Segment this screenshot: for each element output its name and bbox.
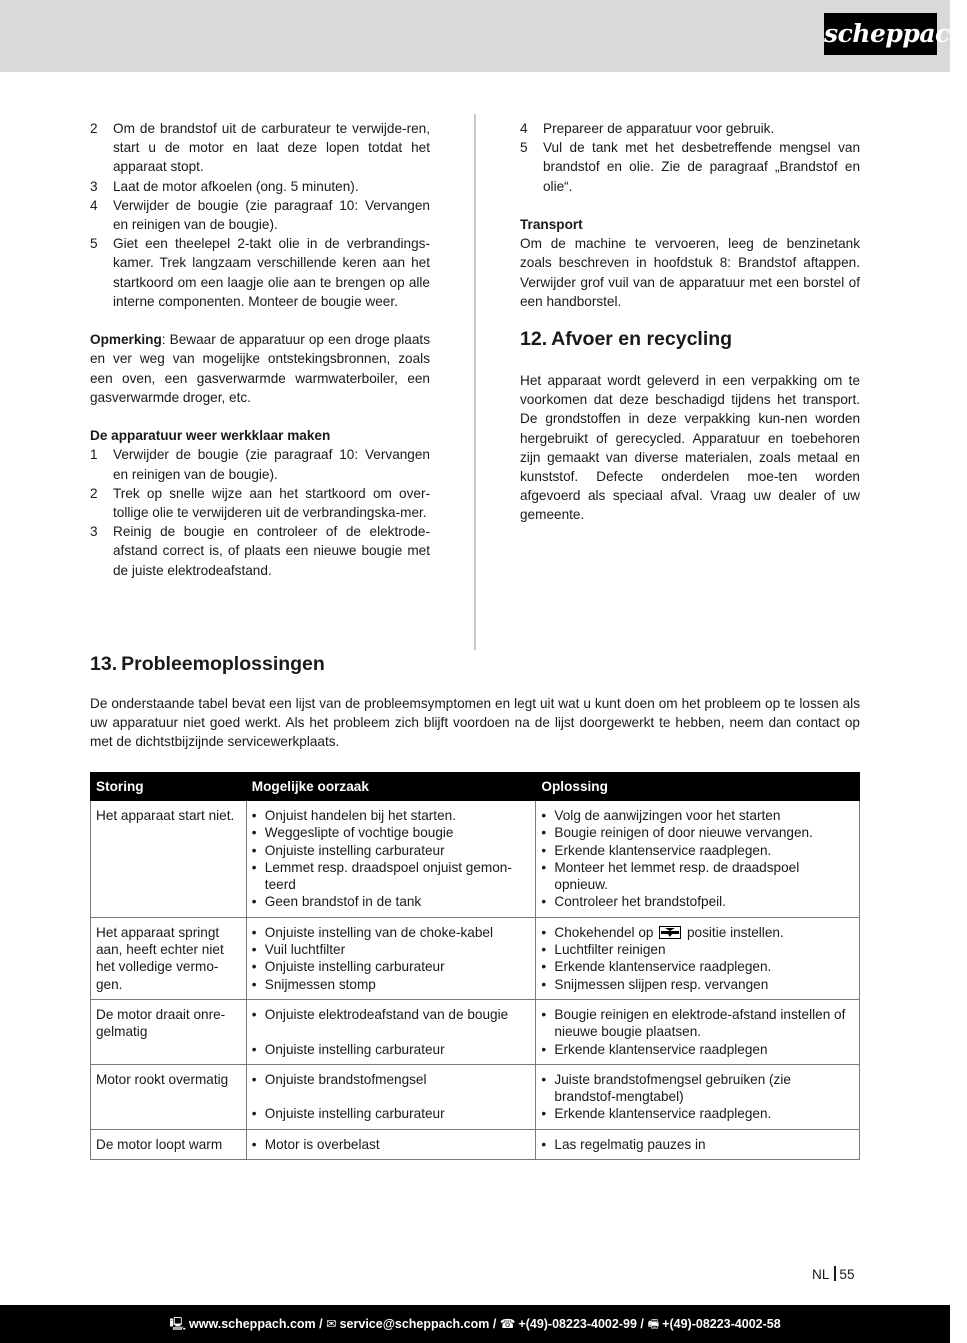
section-13-intro: De onderstaande tabel bevat een lijst van de probleemsymptomen en legt uit wat u kunt doen om het probleem op te lossen als uw apparatuur niet goed werkt. Als het probleem zich blijft voordoen na de lijst doorgewerkt te hebben, neem dan contact op met de dichtstbijzijnde servicewerkplaats.: [90, 696, 860, 750]
page-header: [0, 0, 967, 72]
column-header: Storing: [91, 773, 247, 801]
website-link[interactable]: www.scheppach.com: [189, 1317, 316, 1331]
table-row: [91, 1064, 860, 1129]
transport-heading: Transport: [520, 217, 583, 232]
storing-cell: Motor rookt overmatig: [91, 1064, 247, 1129]
oplossing-cell: [536, 917, 860, 999]
list-item: 4 Prepareer de apparatuur voor gebruik.: [520, 121, 775, 136]
table-row: [91, 801, 860, 918]
list-item: 5 Giet een theelepel 2-takt olie in de verbrandings-kamer. Trek langzaam verschillende keren aan het startkoord om een laagje olie aan te brengen op alle interne componenten. Monteer de bougie weer.: [90, 236, 430, 309]
list-item: 4 Verwijder de bougie (zie paragraaf 10: Vervangen en reinigen van de bougie).: [90, 197, 430, 233]
ready-heading: De apparatuur weer werkklaar maken: [90, 428, 331, 444]
table-header-row: [91, 773, 860, 801]
list-item: • Erkende klantenservice raadplegen: [541, 1041, 768, 1057]
phone-icon: ☎: [499, 1317, 516, 1331]
table-row: [91, 1129, 860, 1159]
list-item: • Onjuiste elektrodeafstand van de bougie: [251, 1006, 509, 1022]
list-item: 2 Trek op snelle wijze aan het startkoord om over-tollige olie te verwijderen uit de verbrandingska-mer.: [90, 485, 430, 521]
list-item: • Onjuiste instelling van de choke-kabel: [251, 924, 494, 940]
list-item: • Motor is overbelast: [251, 1136, 380, 1152]
oorzaak-cell: [246, 801, 536, 918]
page-footer: 🖳 www.scheppach.com / ✉ service@scheppach.com / ☎ +(49)-08223-4002-99 / 🖷 +(49)-08223-4002-58: [0, 1305, 950, 1343]
list-item: 3 Reinig de bougie en controleer of de elektrode-afstand correct is, of plaats een nieuwe bougie met de juiste elektrodeafstand.: [90, 524, 430, 578]
list-item: • Monteer het lemmet resp. de draadspoel opnieuw.: [541, 859, 800, 893]
separator-bar: [834, 1266, 836, 1281]
storing-cell: De motor draait onre-gelmatig: [91, 999, 247, 1064]
email-link[interactable]: service@scheppach.com: [339, 1317, 490, 1331]
list-item: • Erkende klantenservice raadplegen.: [541, 1106, 772, 1122]
list-item: • Juiste brandstofmengsel gebruiken (zie brandstof-mengtabel): [541, 1071, 791, 1105]
list-item: • Onjuist handelen bij het starten.: [251, 808, 456, 823]
column-header: Mogelijke oorzaak: [246, 773, 536, 801]
oplossing-cell: [536, 801, 860, 918]
page-number: NL 55: [812, 1267, 855, 1282]
list-item: • Snijmessen stomp: [251, 976, 376, 992]
mail-icon: ✉: [326, 1317, 337, 1331]
oorzaak-cell: [246, 1064, 536, 1129]
storing-cell: De motor loopt warm: [91, 1129, 247, 1159]
fax-number: +(49)-08223-4002-58: [662, 1317, 781, 1331]
list-item: • Onjuiste instelling carburateur: [251, 842, 445, 858]
oplossing-cell: [536, 1129, 860, 1159]
list-item: • Vuil luchtfilter: [251, 942, 346, 958]
list-item: 3 Laat de motor afkoelen (ong. 5 minuten).: [90, 178, 359, 194]
list-item: 5 Vul de tank met het desbetreffende mengsel van brandstof en olie. Zie de paragraaf „Brandstof en olie“.: [520, 140, 860, 194]
list-item: • Bougie reinigen of door nieuwe vervangen.: [541, 825, 813, 841]
column-divider: [474, 114, 476, 650]
brand-logo: scheppach: [824, 13, 937, 55]
transport-paragraph: Om de machine te vervoeren, leeg de benzinetank zoals beschreven in hoofdstuk 8: Brandstof aftappen. Verwijder grof vuil van de apparatuur met een borstel of een handborstel.: [520, 236, 860, 309]
list-item: • Volg de aanwijzingen voor het starten: [541, 808, 781, 823]
remark-paragraph: Opmerking: Bewaar de apparatuur op een droge plaats en ver weg van mogelijke ontstekingsbronnen, zoals een oven, een gasverwarmde warmwaterboiler, een gasverwarmde droger, etc.: [90, 332, 430, 405]
list-item: 1 Verwijder de bougie (zie paragraaf 10: Vervangen en reinigen van de bougie).: [90, 447, 430, 482]
list-item: • Bougie reinigen en elektrode-afstand instellen of nieuwe bougie plaatsen.: [541, 1006, 846, 1040]
list-item: • Onjuiste brandstofmengsel: [251, 1071, 427, 1087]
list-item: 2 Om de brandstof uit de carburateur te verwijde-ren, start u de motor en laat deze lopen totdat het apparaat stopt.: [90, 121, 430, 175]
list-item: • Chokehendel op positie instellen.: [541, 924, 784, 940]
oorzaak-cell: [246, 917, 536, 999]
oorzaak-cell: [246, 1129, 536, 1159]
list-item: • Lemmet resp. draadspoel onjuist gemon-teerd: [251, 859, 512, 893]
troubleshooting-table: [90, 772, 860, 1160]
list-item: • Onjuiste instelling carburateur: [251, 1041, 445, 1057]
list-item: • Las regelmatig pauzes in: [541, 1136, 706, 1152]
computer-icon: 🖳: [169, 1317, 187, 1331]
list-item: • Onjuiste instelling carburateur: [251, 1106, 445, 1122]
left-column: [90, 119, 430, 580]
section-13-title: 13. Probleemoplossingen: [90, 653, 325, 675]
list-item: • Snijmessen slijpen resp. vervangen: [541, 976, 769, 992]
storing-cell: Het apparaat springt aan, heeft echter niet het volledige vermo-gen.: [91, 917, 247, 999]
oorzaak-cell: [246, 999, 536, 1064]
section-12-title: 12. Afvoer en recycling: [520, 328, 733, 351]
list-item: • Geen brandstof in de tank: [251, 894, 422, 910]
table-row: [91, 999, 860, 1064]
oplossing-cell: [536, 999, 860, 1064]
column-header: Oplossing: [536, 773, 860, 801]
list-item: • Erkende klantenservice raadplegen.: [541, 842, 772, 858]
fax-icon: 🖷: [647, 1317, 660, 1331]
storing-cell: Het apparaat start niet.: [91, 801, 247, 918]
list-item: • Luchtfilter reinigen: [541, 942, 666, 958]
section-12-paragraph: Het apparaat wordt geleverd in een verpakking om te voorkomen dat deze beschadigd tijdens het transport. De grondstoffen in deze verpakking kun-nen worden hergebruikt of gerecycled. Apparatuur en toebehoren zijn gemaakt van diverse materialen, zoals metaal en kunststof. Defecte onderdelen moe-ten worden afgevoerd als speciaal afval. Vraag uw dealer of uw gemeente.: [520, 373, 860, 523]
right-column: [520, 119, 860, 525]
list-item: • Erkende klantenservice raadplegen.: [541, 959, 772, 975]
list-item: • Onjuiste instelling carburateur: [251, 959, 445, 975]
phone-number: +(49)-08223-4002-99: [518, 1317, 637, 1331]
list-item: • Weggeslipte of vochtige bougie: [251, 825, 454, 841]
oplossing-cell: [536, 1064, 860, 1129]
choke-icon: [659, 926, 681, 939]
list-item: • Controleer het brandstofpeil.: [541, 894, 726, 910]
table-row: [91, 917, 860, 999]
